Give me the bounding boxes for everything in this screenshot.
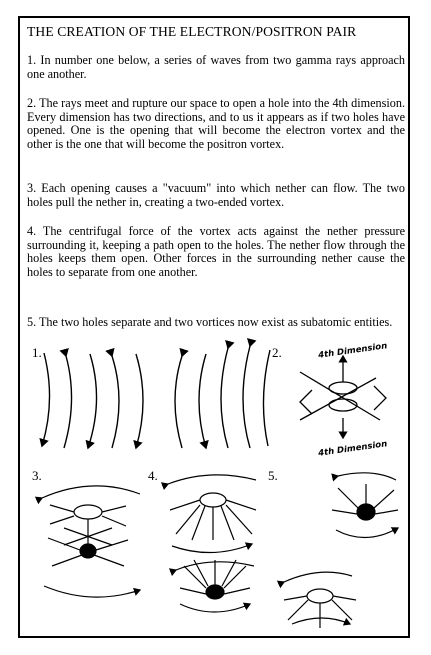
wave-arc-left-5 <box>136 354 143 448</box>
paragraph-4: 4. The centrifugal force of the vortex acts against the nether pressure surrounding it, keeping a path open to the holes. The nether flow through the holes keeps them open. Other forces in the surrounding nether cause the holes to separate from one another. <box>27 224 405 279</box>
wave-arc-left-2 <box>64 356 72 448</box>
figure-3-vortex <box>42 486 140 597</box>
dimension-label-bottom: 4th Dimension <box>317 439 388 459</box>
wave-arc-left-1 <box>42 353 50 446</box>
wave-arc-right-3 <box>221 348 228 448</box>
figure-4-upper <box>168 475 256 553</box>
dimension-label-top: 4th Dimension <box>317 341 388 361</box>
figure-5-label: 5. <box>268 468 278 483</box>
electron-hole <box>80 544 96 558</box>
wave-arc-left-3 <box>88 354 97 448</box>
figure-5-electron <box>332 473 398 538</box>
positron-hole <box>74 505 102 519</box>
upper-hole <box>200 493 226 507</box>
paragraph-3: 3. Each opening causes a "vacuum" into which nether can flow. The two holes pull the nether in, creating a two-ended vortex. <box>27 181 405 209</box>
paragraph-1: 1. In number one below, a series of waves from two gamma rays approach one another. <box>27 53 405 81</box>
wave-arc-right-4 <box>243 346 250 448</box>
electron-vortex <box>357 504 375 520</box>
paragraph-5: 5. The two holes separate and two vortices now exist as subatomic entities. <box>27 315 393 329</box>
figure-2-label: 2. <box>272 345 282 360</box>
wave-arc-right-1 <box>175 356 182 448</box>
figure-1-waves <box>42 346 270 448</box>
hole-bottom <box>329 399 357 411</box>
positron-vortex <box>307 589 333 603</box>
wave-arc-left-4 <box>112 356 119 448</box>
figure-5-positron <box>284 572 356 628</box>
page-title: THE CREATION OF THE ELECTRON/POSITRON PAIR <box>27 24 357 39</box>
lower-hole <box>206 585 224 599</box>
wave-arc-right-5 <box>263 350 270 446</box>
figure-4-lower <box>176 560 254 612</box>
figure-3-label: 3. <box>32 468 42 483</box>
figure-2-rupture <box>300 356 386 438</box>
figure-4-label: 4. <box>148 468 158 483</box>
wave-arc-right-2 <box>199 354 206 448</box>
figure-1-label: 1. <box>32 345 42 360</box>
paragraph-2: 2. The rays meet and rupture our space to open a hole into the 4th dimension. Every dimension has two directions, and to us it appears as if two holes have opened. One is the opening that will become the electron vortex and the other is the one that will become the positron vortex. <box>27 96 405 151</box>
